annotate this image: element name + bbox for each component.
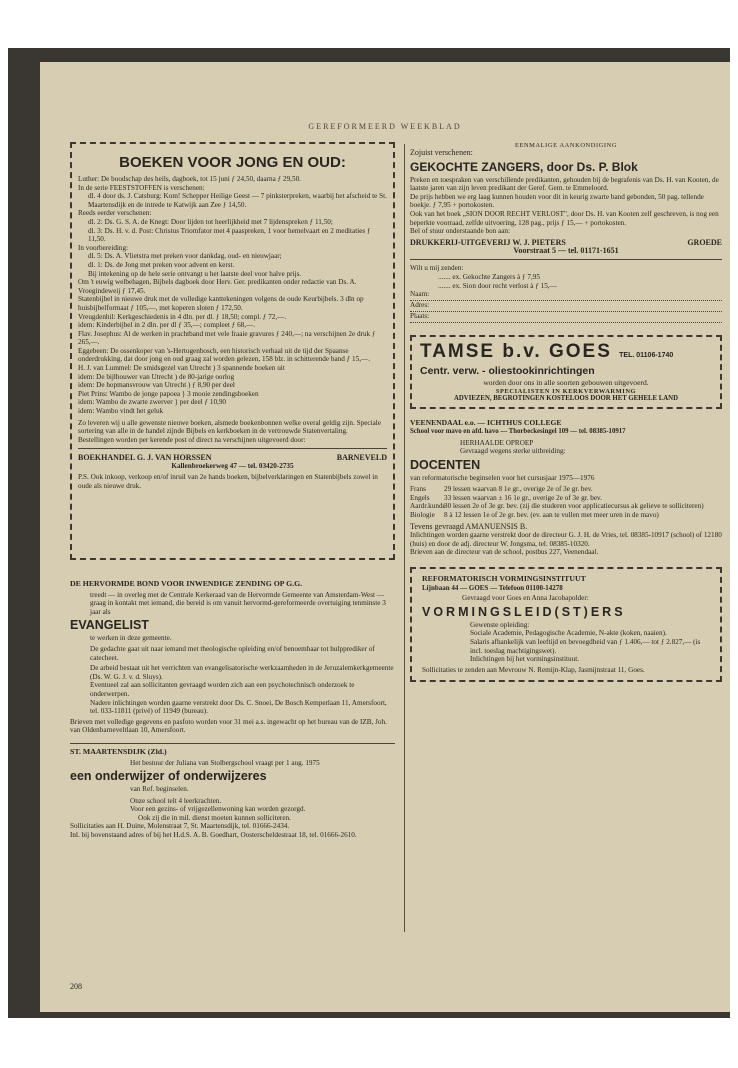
right-column xyxy=(410,142,722,682)
boeken-title: BOEKEN VOOR JONG EN OUD: xyxy=(119,154,346,171)
subject-row: Biologie 8 à 12 lessen 1e of 2e gr. bev. (ev. aan te vullen met meer uren in de mavo) xyxy=(410,511,659,520)
running-header: GEREFORMEERD WEEKBLAD xyxy=(308,122,462,131)
maartensdijk-ad: ST. MAARTENSDIJK (Zld.) Het bestuur der Juliana van Stolbergschool vraagt per 1 aug. 1975 een onderwijzer of onderwijzeres van Ref. beginselen. Onze school telt 4 leerkrachten. Voor een gezins- of vrijgezellenwoning kan worden gezorgd. Ook zij die in mil. dienst moeten kunnen solliciteren. Sollicitaties aan H. Duine, Molenstraat 7, St. Maartensdijk, tel. 01666-2434. Inl. bij bovenstaand adres of bij het H.d.S. A. B. Goedhart, Oosterscheldestraat 18, tel. 01666-2610. xyxy=(70,748,395,840)
ichthus-ad: VEENENDAAL e.o. — ICHTHUS COLLEGE School voor mavo en afd. havo — Thorbeckesingel 109 — tel. 08385-10917 HERHAALDE OPROEP Gevraagd wegens sterke uitbreiding: DOCENTEN van reformatorische beginselen voor het cursusjaar 1975—1976 Frans 29 lessen waarvan 8 1e gr., overige 2e of 3e gr. bev. Engels 33 lessen waarvan ± 16 1e gr., overige 2e of 3e gr. bev. Aardr.kunde 30 lessen 2e of 3e gr. bev. (zij die studeren voor applicatiecursus ak gelieve te solliciteren) Biologie 8 à 12 lessen 1e of 2e gr. bev. (ev. aan te vullen met meer uren in de mavo) Tevens gevraagd AMANUENSIS B. Inlichtingen worden gaarne verstrekt door de directeur G. J. H. de Vries, tel. 08385-10917 (school) of 12180 (huis) en door de adj. directeur W. Jongsma, tel. 08385-10320. Brieven aan de directeur van de school, postbus 227, Veenendaal. xyxy=(410,418,722,557)
vormings-ad: REFORMATORISCH VORMINGSINSTITUUT Lijnbaan 44 — GOES — Telefoon 01100-14278 Gevraagd voor Goes en Anna Jacobapolder: VORMINGSLEID(ST)ERS Gewenste opleiding: Sociale Academie, Pedagogische Academie, N-akte (koken, naaien). Salaris afhankelijk van leeftijd en bevoegdheid van ƒ 1.406,— tot ƒ 2.827,— (is incl. toeslag machtigingswet). Inlichtingen bij het vormingsinstituut. Sollicitaties te zenden aan Mevrouw N. Remijn-Klap, Jasmijnstraat 11, Goes. xyxy=(410,567,722,682)
tamse-ad: TAMSE b.v. GOES TEL. 01106-1740 Centr. verw. - oliestookinrichtingen worden door ons in alle soorten gebouwen uitgevoerd. SPECIALISTEN IN KERKVERWARMING ADVIEZEN, BEGROTINGEN KOSTELOOS DOOR HET GEHELE LAND xyxy=(410,335,722,409)
subject-row: Engels 33 lessen waarvan ± 16 1e gr., overige 2e of 3e gr. bev. xyxy=(410,493,602,502)
order-line-zangers[interactable]: ....... ex. Gekochte Zangers à ƒ 7,95 xyxy=(438,272,540,281)
order-line-sion[interactable]: ....... ex. Sion door recht verlost à ƒ 15,— xyxy=(438,281,557,290)
docenten-title: DOCENTEN xyxy=(410,457,481,472)
hervormde-heading: DE HERVORMDE BOND VOOR INWENDIGE ZENDING OP G.G. xyxy=(70,579,303,588)
boeken-publisher-line: BOEKHANDEL G. J. VAN HORSSEN BARNEVELD xyxy=(78,453,387,463)
column-rule xyxy=(404,144,405,932)
onderwijzer-title: een onderwijzer of onderwijzeres xyxy=(70,769,267,784)
boeken-ps: P.S. Ook inkoop, verkoop en/of inruil van 2e hands boeken, bijbelverklaringen en Statenbijbels zowel in oude als nieuwe druk. xyxy=(78,473,378,490)
subject-list xyxy=(410,485,722,519)
adres-field[interactable]: Adres: xyxy=(410,301,722,312)
maartensdijk-heading: ST. MAARTENSDIJK (Zld.) xyxy=(70,746,167,756)
tamse-name: TAMSE b.v. GOES TEL. 01106-1740 xyxy=(420,341,674,363)
zangers-title: GEKOCHTE ZANGERS, door Ds. P. Blok xyxy=(410,159,638,174)
newspaper-page xyxy=(40,62,730,1012)
hervormde-ad: DE HERVORMDE BOND VOOR INWENDIGE ZENDING OP G.G. treedt — in overleg met de Centrale Kerkeraad van de Hervormde Gemeente van Amsterdam-West — graag in kontakt met iemand, die bereid is om vanuit hervormd-gereformeerde overtuiging tenminste 3 jaar als EVANGELIST te werken in deze gemeente. De gedachte gaat uit naar iemand met theologische opleiding en/of benoembaar tot hulpprediker of catecheet. De arbeid bestaat uit het verrichten van evangelisatorische werkzaamheden in de Jeruzalemkerkgemeente (Ds. W. G. J. v. d. Sluys). Eventueel zal aan sollicitanten gevraagd worden zich aan een psychotechnisch onderzoek te onderwerpen. Nadere inlichtingen worden gaarne verstrekt door Ds. C. Snoei, De Bosch Kemperlaan 11, Amersfoort, tel. 033-11811 (privé) of 11949 (bureau). Brieven met volledige gegevens en pasfoto worden voor 31 mei a.s. ingewacht op het bureau van de IZB, Joh. van Oldenbarneveltlaan 10, Amersfoort. xyxy=(70,579,394,735)
vormings-title: VORMINGSLEID(ST)ERS xyxy=(422,604,626,619)
plaats-field[interactable]: Plaats: xyxy=(410,312,722,323)
zangers-publisher-line: DRUKKERIJ-UITGEVERIJ W. J. PIETERS GROEDE xyxy=(410,237,722,247)
subject-row: Frans 29 lessen waarvan 8 1e gr., overige 2e of 3e gr. bev. xyxy=(410,485,593,494)
subject-row: Aardr.kunde 30 lessen 2e of 3e gr. bev. (zij die studeren voor applicatiecursus ak gelieve te solliciteren) xyxy=(410,502,704,511)
zangers-ad: EENMALIGE AANKONDIGING Zojuist verschenen: GEKOCHTE ZANGERS, door Ds. P. Blok Preken en toespraken van verschillende predikanten, gehouden bij de begrafenis van Ds. H. van Kooten, de laatste jaren van zijn leven predikant der Geref. Gem. te Emmeloord. De prijs hebben we erg laag kunnen houden voor dit in keurig zwarte band gebonden, 50 pag. tellende boekje. ƒ 7,95 + portokosten. Ook van het boek „SION DOOR RECHT VERLOST", door Ds. H. van Kooten zelf geschreven, is nog een beperkte voorraad, zelfde uitvoering, 128 pag., prijs ƒ 15,— + portokosten. Bel of stuur onderstaande bon aan: DRUKKERIJ-UITGEVERIJ W. J. PIETERS GROEDE Voorstraat 5 — tel. 01171-1651 Wilt u mij zenden: ....... ex. Gekochte Zangers à ƒ 7,95 ....... ex. Sion door recht verlost à ƒ 15,— Naam: Adres: Plaats: xyxy=(410,142,722,323)
boeken-address: Kallenbroekerweg 47 — tel. 03420-2735 xyxy=(171,462,294,471)
boeken-text: Luther: De boodschap des heils, dagboek, tot 15 juni ƒ 24,50, daarna ƒ 29,50. In de serie FEESTSTOFFEN is verschenen: dl. 4 door ds. J. Catsburg: Kom! Schepper Heilige Geest — 7 pinksterpreken, waarbij het afscheid te St. Maartensdijk en de intrede te Katwijk aan Zee ƒ 14,50. Reeds eerder verschenen: dl. 2: Ds. G. S. A. de Knegt: Door lijden tot heerlijkheid met 7 lijdenspreken ƒ 11,50; dl. 3: Ds. H. v. d. Post: Christus Triomfator met 4 paaspreken, 1 voor hemelvaart en 2 meditaties ƒ 11,50. In voorbereiding: dl. 5: Ds. A. Vlietstra met preken voor dankdag, oud- en nieuwjaar; dl. 1: Ds. de Jong met preken voor advent en kerst. Bij intekening op de hele serie ontvangt u het laatste deel voor halve prijs. Om 't euwig welbehagen, Bijbels dagboek door Herv. Ger. predikanten onder redactie van Ds. A. Vroegindeweij ƒ 17,45. Statenbijbel in nieuwe druk met de volledige kanttekeningen volgens de oude Keurbijbels. 3 dln op huisbijbelformaat ƒ 105,—, met koperen sloten ƒ 172,50. Vreugdenhil: Kerkgeschiedenis in 4 dln. per dl. ƒ 18,50; compl. ƒ 72,—. idem: Kinderbijbel in 2 dln. per dl ƒ 35,—; compleet ƒ 68,—. Flav. Josephus: Al de werken in prachtband met vele fraaie gravures ƒ 240,—; na verschijnen 2e druk ƒ 265,—. Eggebeen: De ossenkoper van 's-Hertogenbosch, een historisch verhaal uit de tijd der Spaanse onderdrukking, dat door jong en oud graag zal worden gelezen, 158 blz. in schitterende band ƒ 15,—. H. J. van Lummel: De smidsgezel van Utrecht ) 3 spannende boeken uit idem: De bijlhouwer van Utrecht ) de 80-jarige oorlog idem: De hopmansvrouw van Utrecht ) ƒ 8,90 per deel Piet Prins: Wambo de jonge papoea } 3 mooie zendingsboeken idem: Wambo de zwarte zwerver } per deel ƒ 10,90 idem: Wambo vindt het geluk Zo leveren wij u alle gewenste nieuwe boeken, alsmede boekenbonnen welke overal geldig zijn. Speciale sortering van alle in de handel zijnde Bijbels en kerkboeken in de vertrouwde Statenvertaling. Bestellingen worden per kerende post of direct na verschijnen uitgevoerd door: xyxy=(78,175,387,444)
left-column xyxy=(70,142,395,840)
page-number: 208 xyxy=(70,982,82,991)
evangelist-title: EVANGELIST xyxy=(70,618,149,633)
boeken-ad xyxy=(70,142,395,560)
naam-field[interactable]: Naam: xyxy=(410,290,722,301)
